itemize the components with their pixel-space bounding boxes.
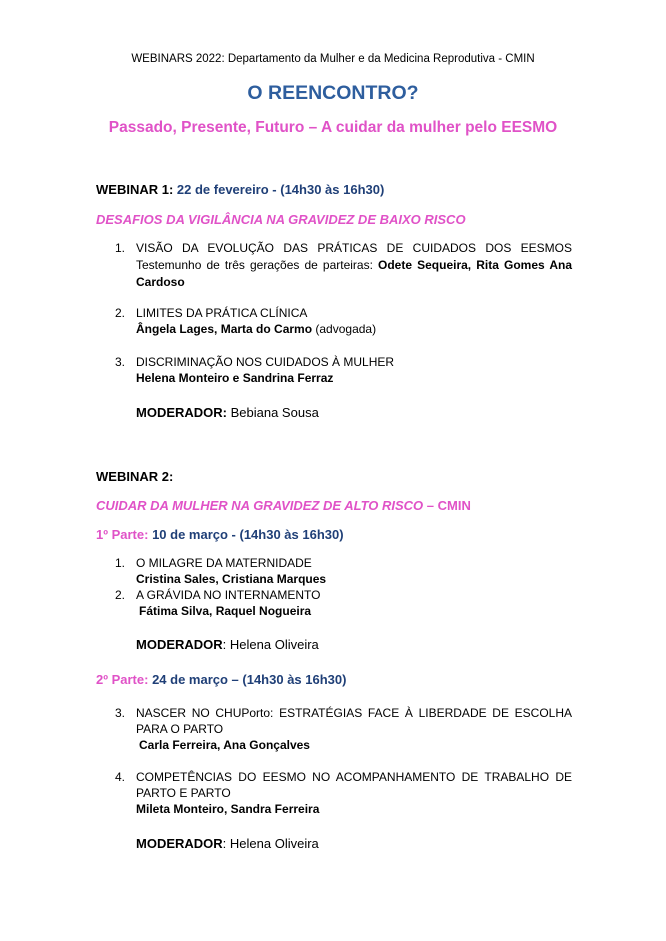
talk-speakers: Helena Monteiro e Sandrina Ferraz: [136, 371, 334, 385]
webinar-2-label: WEBINAR 2:: [96, 469, 174, 484]
list-item-number: 2.: [115, 588, 126, 602]
page-title: O REENCONTRO?: [247, 82, 419, 104]
section-title-suffix: – CMIN: [423, 498, 471, 513]
list-item-number: 4.: [115, 770, 126, 784]
talk-speakers: Cristina Sales, Cristiana Marques: [136, 572, 327, 586]
talk-title-cont: PARTO E PARTO: [136, 786, 231, 800]
talk-speakers: Odete Sequeira, Rita Gomes Ana: [378, 258, 572, 272]
section-title-text: CUIDAR DA MULHER NA GRAVIDEZ DE ALTO RISCO: [96, 498, 424, 513]
moderator-label: MODERADOR: [136, 836, 223, 851]
webinar-1-heading: [96, 182, 384, 197]
webinar-2-part-2-moderator: [136, 836, 319, 851]
talk-note: (advogada): [312, 322, 377, 336]
page-header: WEBINARS 2022: Departamento da Mulher e da Medicina Reprodutiva - CMIN: [131, 53, 535, 65]
talk-speakers-line: [136, 258, 572, 272]
part-date: 10 de março - (14h30 às 16h30): [148, 527, 344, 542]
webinar-2-part-1-heading: [96, 527, 344, 542]
talk-title: LIMITES DA PRÁTICA CLÍNICA: [136, 306, 308, 320]
list-item-number: 1.: [115, 241, 126, 255]
talk-title: O MILAGRE DA MATERNIDADE: [136, 556, 312, 570]
talk-title: A GRÁVIDA NO INTERNAMENTO: [136, 588, 321, 602]
list-item-number: 1.: [115, 556, 126, 570]
talk-speakers-line: [136, 322, 376, 336]
talk-title: NASCER NO CHUPorto: ESTRATÉGIAS FACE À LIBERDADE DE ESCOLHA: [136, 706, 572, 720]
part-label: 2º Parte:: [96, 672, 149, 687]
talk-title: VISÃO DA EVOLUÇÃO DAS PRÁTICAS DE CUIDADOS DOS EESMOS: [136, 241, 572, 255]
webinar-2-section-title: [96, 498, 471, 513]
talk-speakers: Ângela Lages, Marta do Carmo: [136, 322, 313, 336]
webinar-1-label: WEBINAR 1:: [96, 182, 174, 197]
talk-speakers: Mileta Monteiro, Sandra Ferreira: [136, 802, 320, 816]
webinar-1-date: 22 de fevereiro - (14h30 às 16h30): [176, 182, 385, 197]
webinar-1-section-title: DESAFIOS DA VIGILÂNCIA NA GRAVIDEZ DE BAIXO RISCO: [96, 212, 466, 227]
webinar-2-part-1-moderator: [136, 637, 319, 652]
moderator-name: Bebiana Sousa: [227, 405, 319, 420]
moderator-label: MODERADOR: [136, 637, 223, 652]
list-item-number: 3.: [115, 355, 126, 369]
moderator-name: : Helena Oliveira: [222, 836, 319, 851]
talk-title: COMPETÊNCIAS DO EESMO NO ACOMPANHAMENTO DE TRABALHO DE: [136, 770, 572, 784]
webinar-1-moderator: [136, 405, 319, 420]
part-date: 24 de março – (14h30 às 16h30): [148, 672, 347, 687]
moderator-name: : Helena Oliveira: [222, 637, 319, 652]
talk-title-cont: PARA O PARTO: [136, 722, 224, 736]
list-item-number: 2.: [115, 306, 126, 320]
talk-title: DISCRIMINAÇÃO NOS CUIDADOS À MULHER: [136, 355, 395, 369]
part-label: 1º Parte:: [96, 527, 149, 542]
talk-speakers: Fátima Silva, Raquel Nogueira: [139, 604, 312, 618]
list-item-number: 3.: [115, 706, 126, 720]
talk-speakers: Carla Ferreira, Ana Gonçalves: [139, 738, 310, 752]
talk-intro: Testemunho de três gerações de parteiras:: [136, 258, 379, 272]
talk-speakers-cont: Cardoso: [136, 275, 185, 289]
page-subtitle: Passado, Presente, Futuro – A cuidar da mulher pelo EESMO: [108, 119, 558, 136]
moderator-label: MODERADOR:: [136, 405, 227, 420]
webinar-2-part-2-heading: [96, 672, 346, 687]
